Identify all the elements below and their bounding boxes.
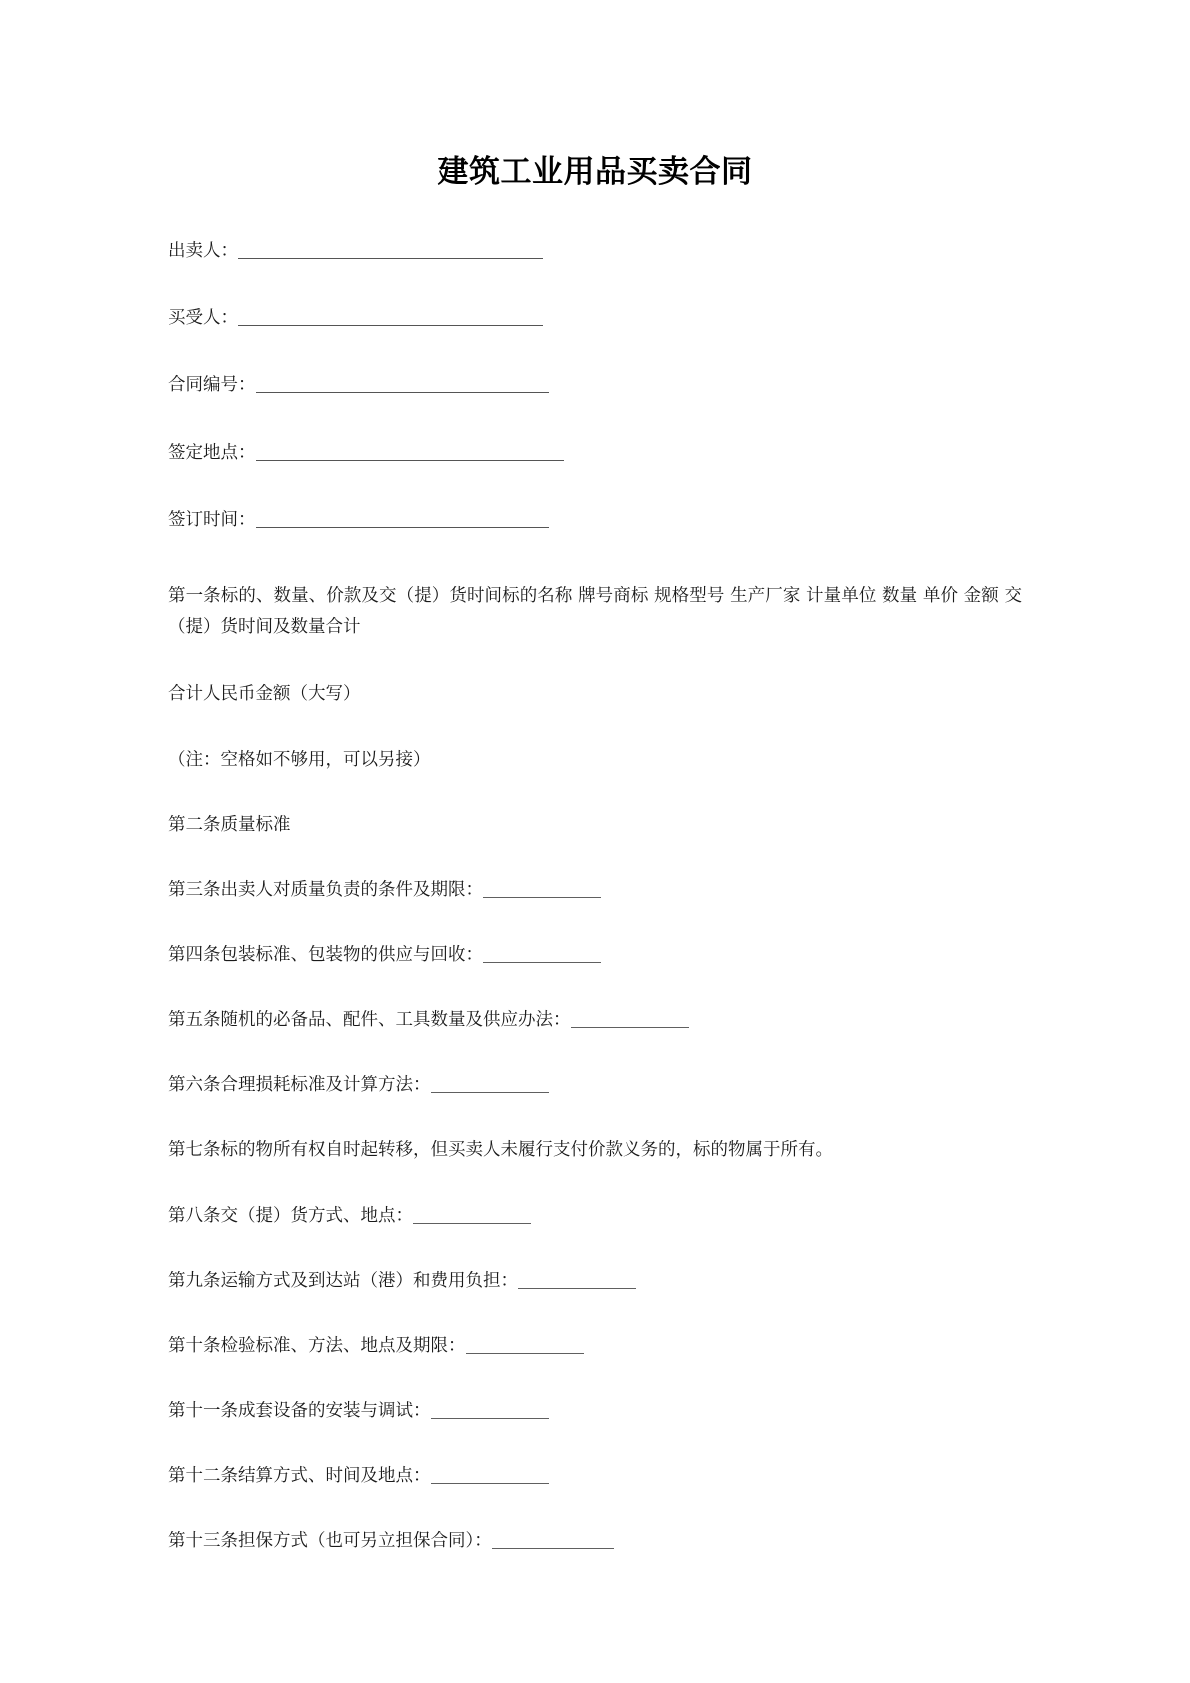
clause-11-row xyxy=(168,1396,1022,1427)
clause-2: 第二条质量标准 xyxy=(168,814,291,835)
clause-5-row xyxy=(168,1005,1022,1036)
clause-10: 第十条检验标准、方法、地点及期限： xyxy=(168,1335,466,1356)
clause-3: 第三条出卖人对质量负责的条件及期限： xyxy=(168,879,483,900)
clause-12-row xyxy=(168,1461,1022,1492)
clause-12: 第十二条结算方式、时间及地点： xyxy=(168,1466,431,1487)
total-amount-line: 合计人民币金额（大写） xyxy=(168,684,361,705)
field-row-buyer xyxy=(168,305,1022,331)
field-blank-contract-number[interactable] xyxy=(256,377,549,393)
field-blank-buyer[interactable] xyxy=(238,310,543,326)
field-row-contract-number xyxy=(168,372,1022,398)
clause-13-blank[interactable] xyxy=(492,1534,614,1549)
clause-4-row xyxy=(168,940,1022,971)
clause-6-row xyxy=(168,1070,1022,1101)
clause-5-blank[interactable] xyxy=(571,1013,689,1028)
clause-11-blank[interactable] xyxy=(431,1404,549,1419)
clause-8-blank[interactable] xyxy=(413,1209,531,1224)
field-row-signing-time xyxy=(168,507,1022,533)
clause-1: 第一条标的、数量、价款及交（提）货时间标的名称 牌号商标 规格型号 生产厂家 计量单位 数量 单价 金额 交（提）货时间及数量合计 xyxy=(168,586,1022,638)
clause-10-row xyxy=(168,1331,1022,1362)
clause-9: 第九条运输方式及到达站（港）和费用负担： xyxy=(168,1270,518,1291)
note-line: （注：空格如不够用，可以另接） xyxy=(168,749,431,770)
field-label-seller: 出卖人： xyxy=(168,240,238,261)
clause-6: 第六条合理损耗标准及计算方法： xyxy=(168,1075,431,1096)
clause-11: 第十一条成套设备的安装与调试： xyxy=(168,1400,431,1421)
clause-4: 第四条包装标准、包装物的供应与回收： xyxy=(168,944,483,965)
field-row-signing-place xyxy=(168,440,1022,466)
clause-9-row xyxy=(168,1266,1022,1297)
field-label-signing-time: 签订时间： xyxy=(168,509,256,530)
clause-12-blank[interactable] xyxy=(431,1469,549,1484)
document-body xyxy=(168,0,1022,1591)
party-fields xyxy=(168,238,1022,533)
clause-9-blank[interactable] xyxy=(518,1274,636,1289)
clause-10-blank[interactable] xyxy=(466,1339,584,1354)
field-label-contract-number: 合同编号： xyxy=(168,375,256,396)
field-row-seller xyxy=(168,238,1022,264)
clause-8: 第八条交（提）货方式、地点： xyxy=(168,1205,413,1226)
field-label-signing-place: 签定地点： xyxy=(168,442,256,463)
clause-6-blank[interactable] xyxy=(431,1078,549,1093)
clause-3-row xyxy=(168,875,1022,906)
clause-4-blank[interactable] xyxy=(483,948,601,963)
field-blank-signing-time[interactable] xyxy=(256,512,549,528)
page-title: 建筑工业用品买卖合同 xyxy=(437,154,753,190)
clause-5: 第五条随机的必备品、配件、工具数量及供应办法： xyxy=(168,1010,571,1031)
field-label-buyer: 买受人： xyxy=(168,308,238,329)
field-blank-signing-place[interactable] xyxy=(256,445,564,461)
clause-7: 第七条标的物所有权自时起转移，但买卖人未履行支付价款义务的，标的物属于所有。 xyxy=(168,1140,833,1161)
clause-13-row xyxy=(168,1526,1022,1557)
clause-13: 第十三条担保方式（也可另立担保合同）： xyxy=(168,1531,492,1552)
clause-8-row xyxy=(168,1201,1022,1232)
field-blank-seller[interactable] xyxy=(238,243,543,259)
clause-3-blank[interactable] xyxy=(483,883,601,898)
